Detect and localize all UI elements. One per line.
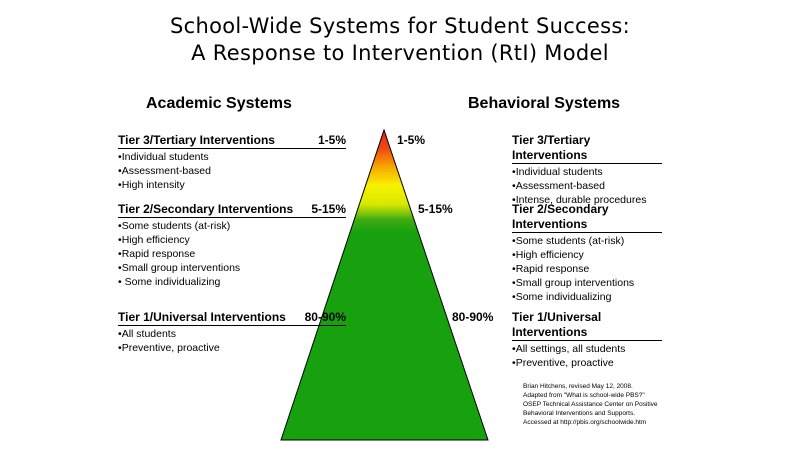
- list-item: • High efficiency: [118, 233, 346, 247]
- tier-title: Tier 1/Universal Interventions: [118, 310, 286, 324]
- tier-title: Tier 2/Secondary Interventions: [512, 202, 609, 231]
- academic-systems-heading: Academic Systems: [146, 95, 292, 112]
- academic-tier-2: [118, 202, 346, 289]
- behavioral-tier-1-percent: 80-90%: [452, 310, 494, 324]
- tier-title: Tier 1/Universal Interventions: [512, 310, 602, 339]
- list-item: • Preventive, proactive: [118, 341, 346, 355]
- title-line-1: School-Wide Systems for Student Success:: [170, 14, 630, 38]
- tier-header: [118, 133, 346, 149]
- list-item: • Some students (at-risk): [512, 234, 662, 248]
- behavioral-tier-2-percent: 5-15%: [418, 202, 453, 216]
- list-item: • Small group interventions: [118, 261, 346, 275]
- list-item: • Rapid response: [118, 247, 346, 261]
- list-item: • All settings, all students: [512, 342, 662, 356]
- behavioral-tier-2: [512, 202, 662, 304]
- behavioral-systems-heading: Behavioral Systems: [468, 95, 621, 112]
- tier-header: [512, 133, 662, 164]
- tier-header: [512, 310, 662, 341]
- list-item: • Individual students: [118, 150, 346, 164]
- list-item: • All students: [118, 327, 346, 341]
- list-item: • Some individualizing: [118, 275, 346, 289]
- list-item: • Rapid response: [512, 262, 662, 276]
- citation-line: OSEP Technical Assistance Center on Positive: [523, 401, 658, 408]
- list-item: • Assessment-based: [512, 179, 662, 193]
- tier-percent: 1-5%: [317, 133, 346, 147]
- list-item: • Individual students: [512, 165, 662, 179]
- list-item: • Some students (at-risk): [118, 219, 346, 233]
- academic-tier-1: [118, 310, 346, 355]
- list-item: • High intensity: [118, 178, 346, 192]
- behavioral-tier-3-percent: 1-5%: [397, 133, 426, 147]
- behavioral-tier-3: [512, 133, 662, 207]
- academic-tier-3: [118, 133, 346, 192]
- list-item: • Intense, durable procedures: [512, 193, 662, 207]
- tier-header: [118, 310, 346, 326]
- tier-title: Tier 3/Tertiary Interventions: [512, 133, 591, 162]
- list-item: • High efficiency: [512, 248, 662, 262]
- tier-percent: 80-90%: [304, 310, 346, 324]
- list-item: • Assessment-based: [118, 164, 346, 178]
- tier-percent: 5-15%: [311, 202, 346, 216]
- list-item: • Preventive, proactive: [512, 356, 662, 370]
- citation: [523, 382, 693, 427]
- title-line-2: A Response to Intervention (RtI) Model: [191, 41, 609, 65]
- citation-line: Accessed at http://pbis.org/schoolwide.htm: [523, 419, 647, 426]
- list-item: • Some individualizing: [512, 290, 662, 304]
- citation-line: Brian Hitchens, revised May 12, 2008.: [523, 383, 633, 390]
- tier-header: [118, 202, 346, 218]
- behavioral-tier-1: [512, 310, 662, 370]
- tier-title: Tier 3/Tertiary Interventions: [118, 133, 275, 147]
- citation-line: Adapted from "What is school-wide PBS?": [523, 392, 645, 399]
- list-item: • Small group interventions: [512, 276, 662, 290]
- citation-line: Behavioral Interventions and Supports.: [523, 410, 636, 417]
- tier-title: Tier 2/Secondary Interventions: [118, 202, 294, 216]
- tier-header: [512, 202, 662, 233]
